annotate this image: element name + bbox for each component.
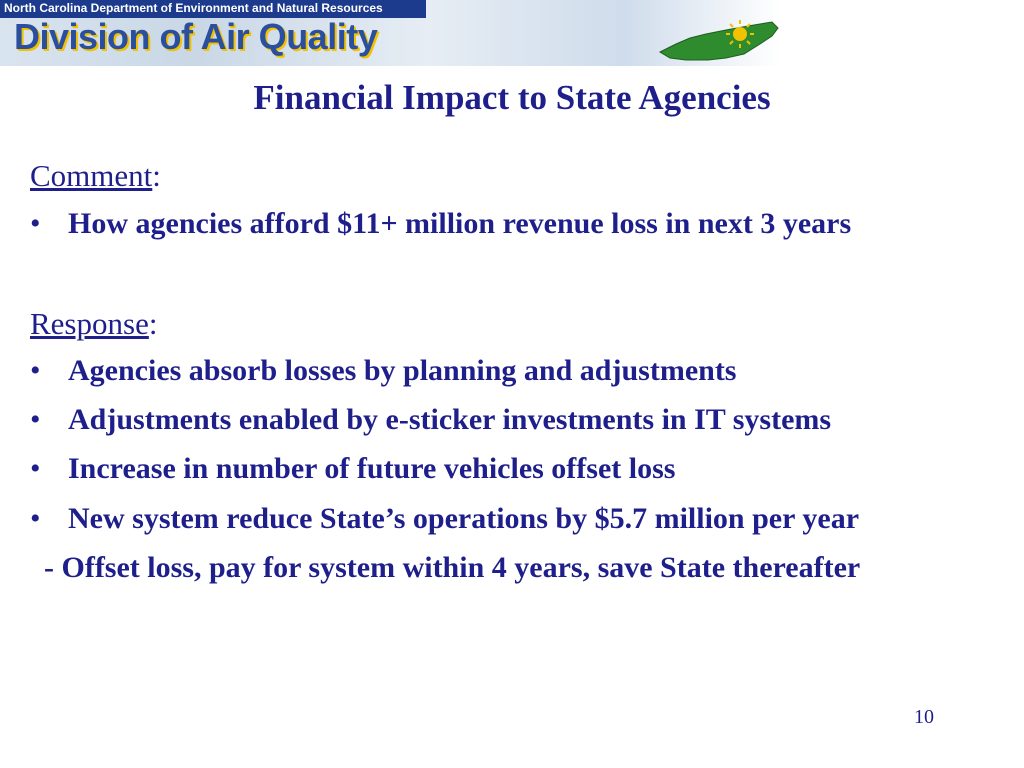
comment-colon: : — [152, 158, 161, 193]
bullet-glyph: • — [30, 502, 41, 535]
bullet-glyph: • — [30, 207, 41, 240]
response-bullet — [30, 403, 831, 437]
comment-bullet-text: How agencies afford $11+ million revenue loss in next 3 years — [68, 207, 852, 240]
response-bullet — [30, 354, 736, 388]
response-heading — [30, 306, 157, 342]
response-bullet-text: Adjustments enabled by e-sticker investments in IT systems — [68, 403, 832, 436]
response-bullet — [30, 502, 859, 536]
response-bullet-text: New system reduce State’s operations by $5.7 million per year — [68, 502, 860, 535]
bullet-glyph: • — [30, 452, 41, 485]
division-title: Division of Air Quality — [14, 16, 378, 57]
bullet-glyph: • — [30, 354, 41, 387]
response-bullet-text: Agencies absorb losses by planning and adjustments — [68, 354, 737, 387]
slide-title: Financial Impact to State Agencies — [253, 78, 771, 117]
header-banner — [0, 0, 780, 66]
department-name: North Carolina Department of Environment and Natural Resources — [4, 1, 383, 15]
page-number: 10 — [914, 706, 934, 728]
comment-heading — [30, 158, 161, 194]
response-colon: : — [148, 306, 158, 341]
nc-state-sun-icon — [656, 14, 780, 64]
bullet-glyph: • — [30, 403, 41, 436]
comment-label: Comment — [30, 158, 153, 193]
response-bullet — [30, 452, 675, 486]
response-bullet-text: Increase in number of future vehicles offset loss — [68, 452, 676, 485]
response-label: Response — [30, 306, 149, 341]
comment-bullet — [30, 207, 851, 241]
response-subline: - Offset loss, pay for system within 4 years, save State thereafter — [44, 551, 861, 584]
